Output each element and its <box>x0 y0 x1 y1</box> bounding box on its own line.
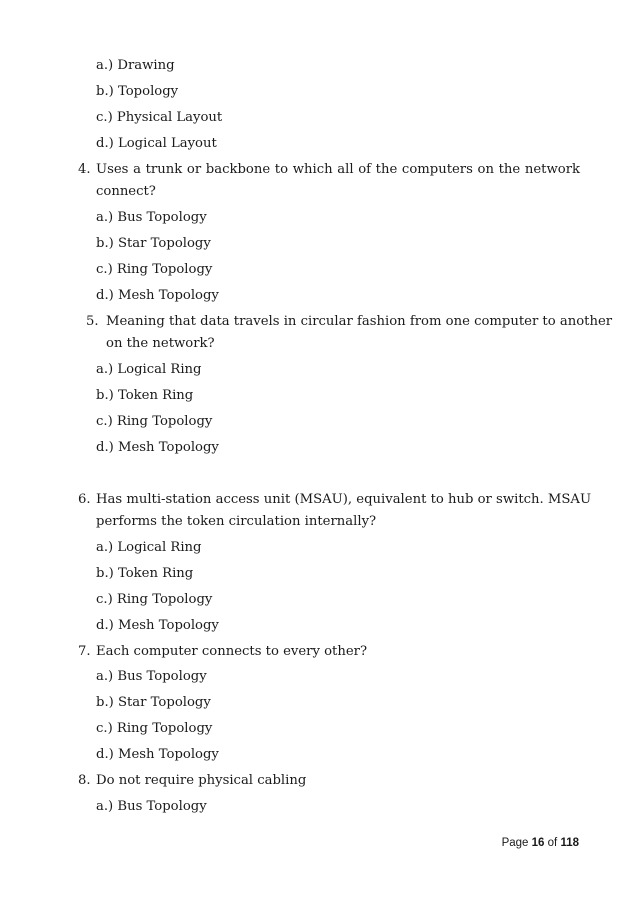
q5-text-line1: Meaning that data travels in circular fashion from one computer to another <box>106 314 613 329</box>
q7-text: Each computer connects to every other? <box>96 644 368 659</box>
q7-option-a: a.) Bus Topology <box>96 669 207 684</box>
q6-option-d: d.) Mesh Topology <box>96 618 219 633</box>
page-number-footer <box>502 836 579 850</box>
q5-number: 5. <box>86 314 99 329</box>
q5-text-line2: on the network? <box>106 336 215 351</box>
q5-option-c: c.) Ring Topology <box>96 414 213 429</box>
q7-option-b: b.) Star Topology <box>96 695 211 710</box>
q6-text-line1: Has multi-station access unit (MSAU), equivalent to hub or switch. MSAU <box>96 492 592 507</box>
q3-option-d: d.) Logical Layout <box>96 136 217 151</box>
footer-of-label: of <box>547 837 558 849</box>
q7-option-c: c.) Ring Topology <box>96 721 213 736</box>
q4-option-a: a.) Bus Topology <box>96 210 207 225</box>
q6-option-b: b.) Token Ring <box>96 566 194 581</box>
q8-option-a: a.) Bus Topology <box>96 799 207 814</box>
q4-text-line1: Uses a trunk or backbone to which all of the computers on the network <box>96 162 580 177</box>
q4-option-b: b.) Star Topology <box>96 236 211 251</box>
footer-page-label: Page <box>501 837 529 849</box>
q3-option-a: a.) Drawing <box>96 58 175 73</box>
q7-number: 7. <box>78 644 91 659</box>
q5-option-a: a.) Logical Ring <box>96 362 202 377</box>
footer-current-page: 16 <box>531 837 545 849</box>
q3-option-b: b.) Topology <box>96 84 179 99</box>
q4-text-line2: connect? <box>96 184 156 199</box>
q5-option-d: d.) Mesh Topology <box>96 440 219 455</box>
q4-option-d: d.) Mesh Topology <box>96 288 219 303</box>
footer-total-pages: 118 <box>560 837 579 849</box>
q6-text-line2: performs the token circulation internally? <box>96 514 377 529</box>
q6-option-c: c.) Ring Topology <box>96 592 213 607</box>
q8-number: 8. <box>78 773 91 788</box>
q4-option-c: c.) Ring Topology <box>96 262 213 277</box>
q8-text: Do not require physical cabling <box>96 773 307 788</box>
q6-number: 6. <box>78 492 91 507</box>
q3-option-c: c.) Physical Layout <box>96 110 223 125</box>
q7-option-d: d.) Mesh Topology <box>96 747 219 762</box>
q6-option-a: a.) Logical Ring <box>96 540 202 555</box>
q5-option-b: b.) Token Ring <box>96 388 194 403</box>
q4-number: 4. <box>78 162 91 177</box>
